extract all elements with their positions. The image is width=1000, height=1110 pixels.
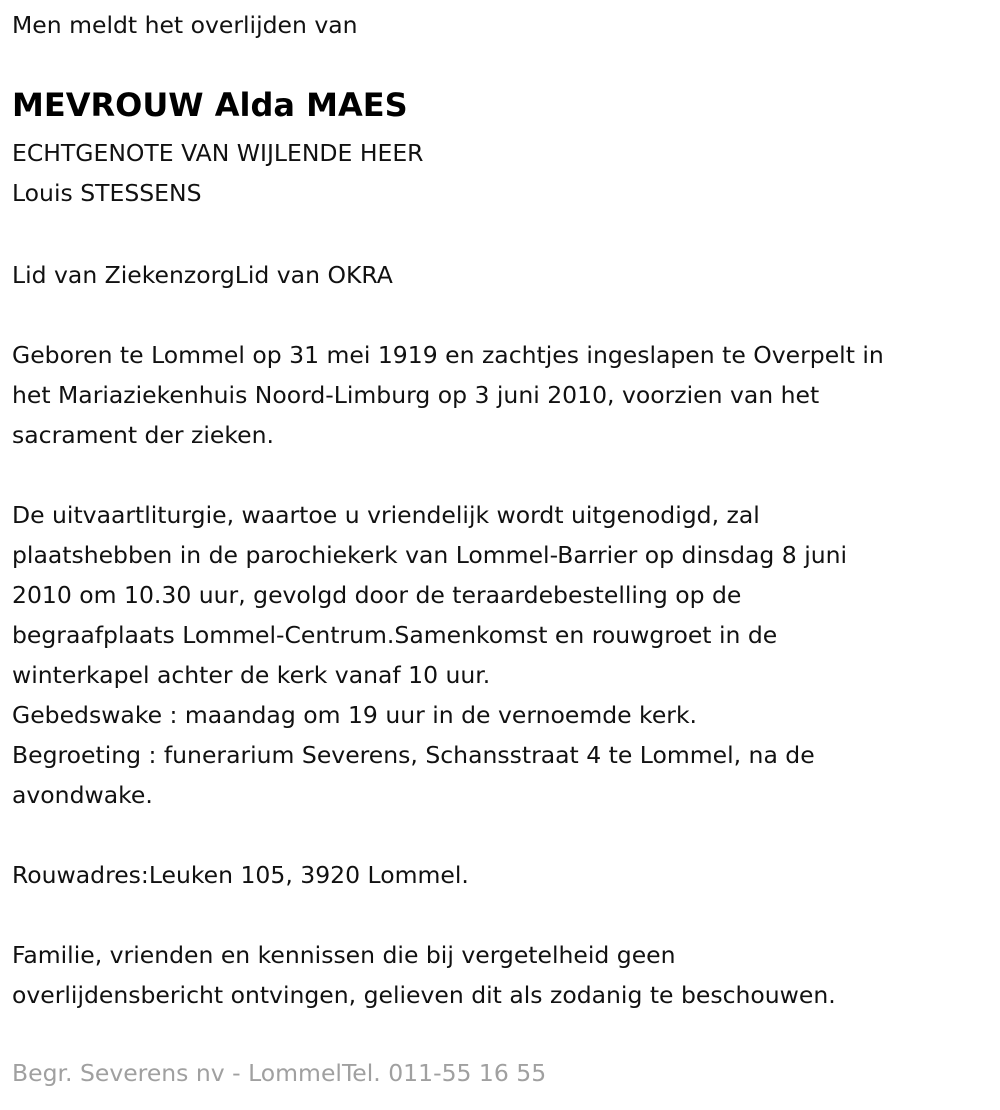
intro-text: Men meldt het overlijden van <box>12 11 358 39</box>
paragraph-line: De uitvaartliturgie, waartoe u vriendelijk wordt uitgenodigd, zal <box>12 501 760 529</box>
birth-death-paragraph <box>12 335 884 455</box>
paragraph-line: Geboren te Lommel op 31 mei 1919 en zachtjes ingeslapen te Overpelt in <box>12 341 884 369</box>
closing-paragraph <box>12 935 836 1015</box>
paragraph-line: sacrament der zieken. <box>12 421 274 449</box>
paragraph-line: Gebedswake : maandag om 19 uur in de vernoemde kerk. <box>12 701 698 729</box>
funeral-paragraph <box>12 495 847 815</box>
spouse-line: Louis STESSENS <box>12 179 202 207</box>
membership-text: Lid van ZiekenzorgLid van OKRA <box>12 261 393 289</box>
paragraph-line: Familie, vrienden en kennissen die bij vergetelheid geen <box>12 941 676 969</box>
paragraph-line: het Mariaziekenhuis Noord-Limburg op 3 juni 2010, voorzien van het <box>12 381 820 409</box>
paragraph-line: overlijdensbericht ontvingen, gelieven dit als zodanig te beschouwen. <box>12 981 836 1009</box>
spouse-block <box>12 133 424 213</box>
deceased-name: MEVROUW Alda MAES <box>12 86 408 124</box>
paragraph-line: begraafplaats Lommel-Centrum.Samenkomst en rouwgroet in de <box>12 621 778 649</box>
spouse-line: ECHTGENOTE VAN WIJLENDE HEER <box>12 139 424 167</box>
paragraph-line: plaatshebben in de parochiekerk van Lommel-Barrier op dinsdag 8 juni <box>12 541 848 569</box>
paragraph-line: 2010 om 10.30 uur, gevolgd door de teraardebestelling op de <box>12 581 742 609</box>
paragraph-line: Begroeting : funerarium Severens, Schansstraat 4 te Lommel, na de <box>12 741 815 769</box>
paragraph-line: winterkapel achter de kerk vanaf 10 uur. <box>12 661 491 689</box>
mourning-address: Rouwadres:Leuken 105, 3920 Lommel. <box>12 861 469 889</box>
funeral-home-footer: Begr. Severens nv - LommelTel. 011-55 16 55 <box>12 1059 547 1087</box>
paragraph-line: avondwake. <box>12 781 153 809</box>
